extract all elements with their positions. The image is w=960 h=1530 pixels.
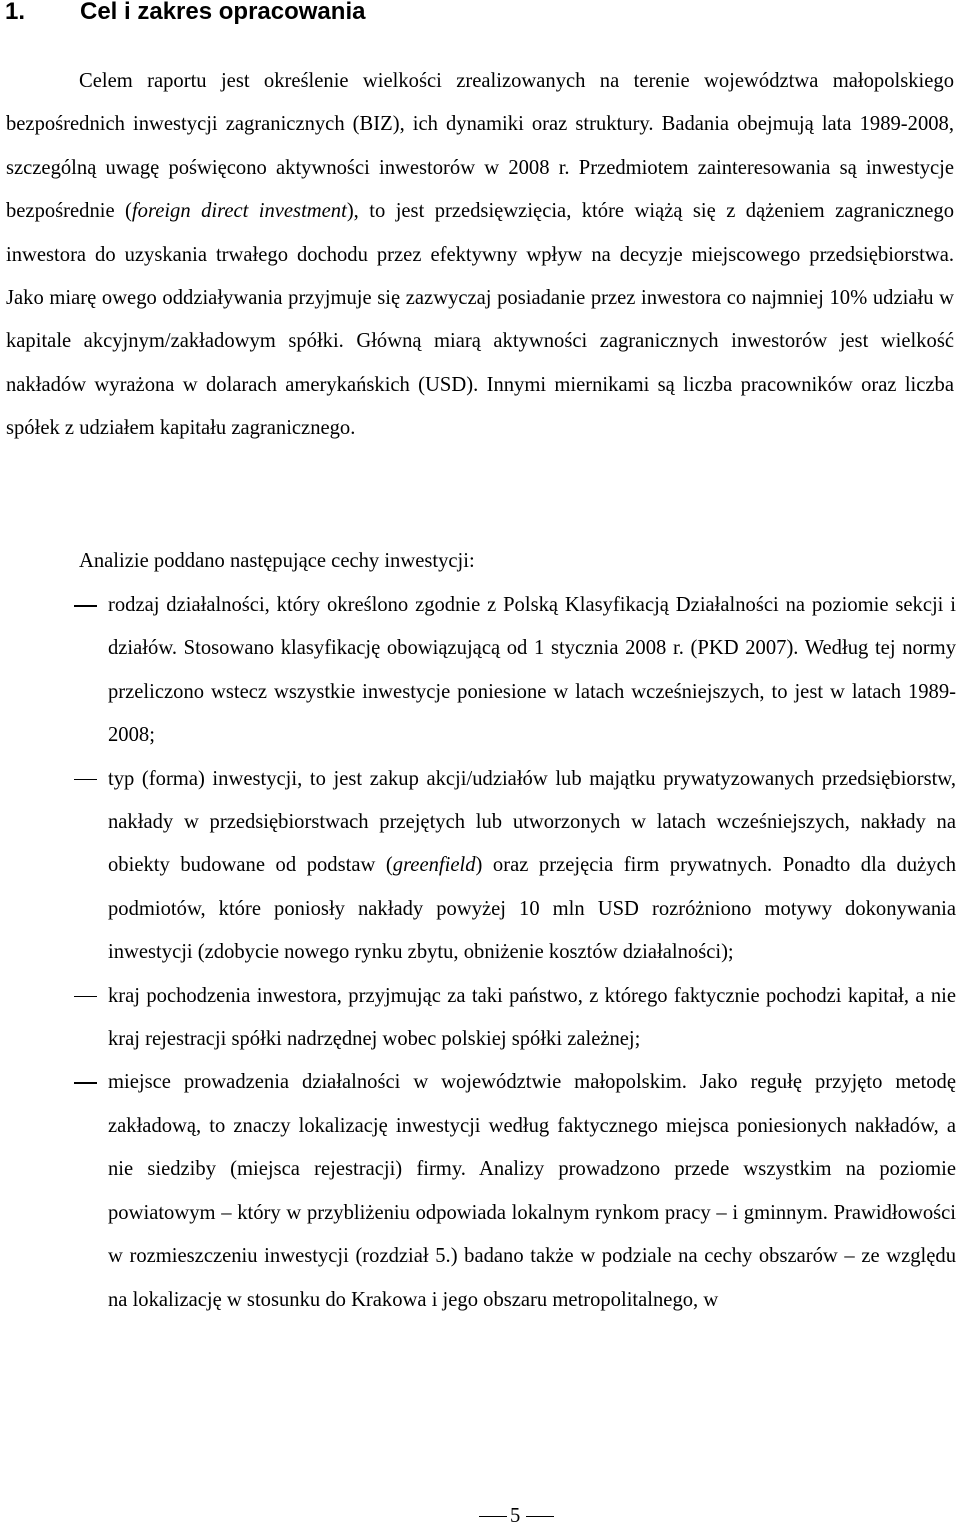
dash-bullet-icon xyxy=(74,779,97,781)
list-item-italic-term: greenfield xyxy=(392,854,476,877)
list-item-text: kraj pochodzenia inwestora, przyjmując za taki państwo, z którego faktycznie pochodzi kapitał, a nie kraj rejestracji spółki nadrzędnej wobec polskiej spółki zależnej; xyxy=(108,984,956,1051)
section-heading xyxy=(5,0,365,28)
list-item-text: miejsce prowadzenia działalności w województwie małopolskim. Jako regułę przyjęto metodę zakładową, to znaczy lokalizację inwestycji według faktycznego miejsca poniesionych nakładów, a nie siedziby (miejsca rejestracji) firmy. Analizy prowadzono przede wszystkim na poziomie powiatowym – który w przybliżeniu odpowiada lokalnym rynkom pracy – i gminnym. Prawidłowości w rozmieszczeniu inwestycji (rozdział 5.) badano także w podziale na cechy obszarów – ze względu na lokalizację w stosunku do Krakowa i jego obszaru metropolitalnego, w xyxy=(108,1071,956,1311)
page-number: 5 xyxy=(510,1505,521,1527)
list-item-text xyxy=(108,768,956,964)
dash-bullet-icon xyxy=(74,1082,97,1084)
list-item-text-end: ) oraz przejęcia firm prywatnych. Ponadto dla dużych podmiotów, które poniosły nakłady powyżej 10 mln USD rozróżniono motywy dokonywania inwestycji (zdobycie nowego rynku zbytu, obniżenie kosztów działalności); xyxy=(108,854,956,964)
page-footer xyxy=(0,1500,960,1530)
paragraph-main-end: ), to jest przedsięwzięcia, które wiążą się z dążeniem zagranicznego inwestora do uzyskania trwałego dochodu przez efektywny wpływ na decyzje miejscowego przedsiębiorstwa. Jako miarę owego oddziaływania przyjmuje się zazwyczaj posiadanie przez inwestora co najmniej 10% udziału w kapitale akcyjnym/zakładowym spółki. Główną miarą aktywności zagranicznych inwestorów jest wielkość nakładów wyrażona w dolarach amerykańskich (USD). Innymi miernikami są liczba pracowników oraz liczba spółek z udziałem kapitału zagranicznego. xyxy=(6,200,954,440)
paragraph-main xyxy=(6,60,954,451)
list-item-investment-type xyxy=(6,758,956,975)
list-intro: Analizie poddano następujące cechy inwestycji: xyxy=(79,550,475,572)
list-item-text-start: typ (forma) inwestycji, to jest zakup akcji/udziałów lub majątku prywatyzowanych przedsiębiorstw, nakłady w przedsiębiorstwach przejętych lub utworzonych w latach wcześniejszych, nakłady na obiekty budowane od podstaw ( xyxy=(108,767,956,877)
dash-bullet-icon xyxy=(74,996,97,998)
list-item-location xyxy=(6,1061,956,1321)
dash-bullet-icon xyxy=(74,605,97,607)
footer-rule-right xyxy=(526,1516,554,1517)
section-title: Cel i zakres opracowania xyxy=(80,0,366,25)
section-number: 1. xyxy=(5,0,26,25)
paragraph-main-start: Celem raportu jest określenie wielkości zrealizowanych na terenie województwa małopolskiego bezpośrednich inwestycji zagranicznych (BIZ), ich dynamiki oraz struktury. Badania obejmują lata 1989-2008, szczególną uwagę poświęcono aktywności inwestorów w 2008 r. Przedmiotem zainteresowania są inwestycje bezpośrednie ( xyxy=(6,70,954,223)
list-item-text: rodzaj działalności, który określono zgodnie z Polską Klasyfikacją Działalności na poziomie sekcji i działów. Stosowano klasyfikację obowiązującą od 1 stycznia 2008 r. (PKD 2007). Według tej normy przeliczono wstecz wszystkie inwestycje poniesione w latach wcześniejszych, to jest w latach 1989-2008; xyxy=(108,594,956,747)
footer-rule-left xyxy=(479,1516,507,1517)
list-item-country-of-origin xyxy=(6,975,956,1062)
feature-list xyxy=(6,584,956,1322)
paragraph-main-italic-term: foreign direct investment xyxy=(131,200,347,223)
body-text xyxy=(6,60,954,451)
list-item-activity-type xyxy=(6,584,956,758)
